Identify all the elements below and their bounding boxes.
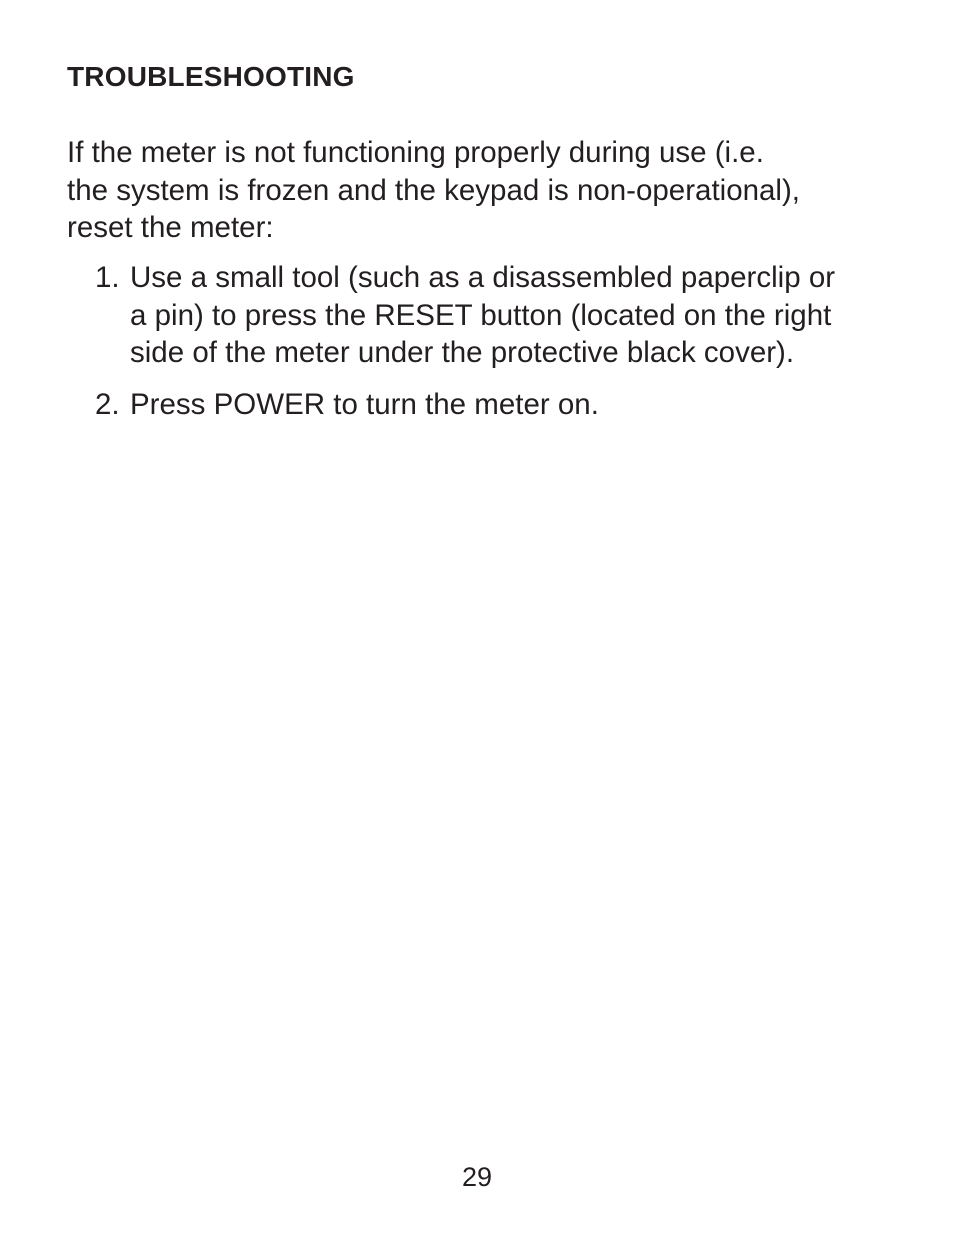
step-text-line: a pin) to press the RESET button (located on the right xyxy=(130,298,832,332)
intro-line: reset the meter: xyxy=(67,211,274,244)
step-number: 1. xyxy=(95,261,120,294)
step-item xyxy=(67,259,927,372)
page-number: 29 xyxy=(461,1162,493,1192)
step-text-line: Press POWER to turn the meter on. xyxy=(130,387,599,421)
intro-paragraph xyxy=(67,134,907,247)
step-text-line: side of the meter under the protective black cover). xyxy=(130,336,795,369)
section-heading: TROUBLESHOOTING xyxy=(67,61,355,92)
reset-steps-list xyxy=(67,259,927,437)
step-item xyxy=(67,386,927,424)
intro-line: the system is frozen and the keypad is non-operational), xyxy=(67,173,800,207)
step-number: 2. xyxy=(95,387,120,421)
intro-line: If the meter is not functioning properly during use (i.e. xyxy=(67,136,764,169)
step-text-line: Use a small tool (such as a disassembled paperclip or xyxy=(130,261,836,294)
